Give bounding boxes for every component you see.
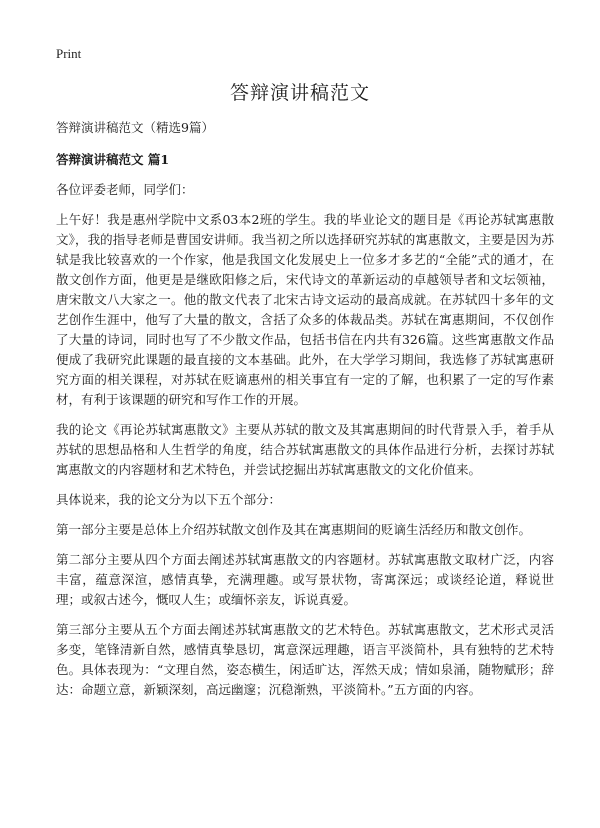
document-body	[56, 118, 554, 710]
document-subtitle: 答辩演讲稿范文（精选9篇）	[56, 120, 214, 135]
paragraph-intro: 上午好！我是惠州学院中文系03本2班的学生。我的毕业论文的题目是《再论苏轼寓惠散文》，我的指导老师是曹国安讲师。我当初之所以选择研究苏轼的寓惠散文，主要是因为苏轼是我比较喜欢的一个作家，他是我国文化发展史上一位多才多艺的“全能”式的通才，在散文创作方面，他更是是继欧阳修之后，宋代诗文的革新运动的卓越领导者和文坛领袖，唐宋散文八大家之一。他的散文代表了北宋古诗文运动的最高成就。在苏轼四十多年的文艺创作生涯中，他写了大量的散文，含括了众多的体裁品类。苏轼在寓惠期间，不仅创作了大量的诗词，同时也写了不少散文作品，包括书信在内共有326篇。这些寓惠散文作品便成了我研究此课题的最直接的文本基础。此外，在大学学习期间，我选修了苏轼寓惠研究方面的相关课程，对苏轼在贬谪惠州的相关事宜有一定的了解，也积累了一定的写作素材，有利于该课题的研究和写作工作的开展。	[56, 212, 554, 407]
paragraph-thesis: 我的论文《再论苏轼寓惠散文》主要从苏轼的散文及其寓惠期间的时代背景入手，着手从苏轼的思想品格和人生哲学的角度，结合苏轼寓惠散文的具体作品进行分析，去探讨苏轼寓惠散文的内容题材和艺术特色，并尝试挖掘出苏轼寓惠散文的文化价值来。	[56, 422, 554, 477]
print-link[interactable]: Print	[56, 46, 82, 61]
paragraph-structure: 具体说来，我的论文分为以下五个部分：	[56, 492, 282, 507]
paragraph-part-two: 第二部分主要从四个方面去阐述苏轼寓惠散文的内容题材。苏轼寓惠散文取材广泛，内容丰富，蕴意深渲，感情真挚，充满理趣。或写景状物，寄寓深远；或谈经论道，释说世理；或叙古述今，慨叹人生；或缅怀亲友，诉说真爱。	[56, 552, 554, 607]
paragraph-part-three: 第三部分主要从五个方面去阐述苏轼寓惠散文的艺术特色。苏轼寓惠散文，艺术形式灵活多变，笔锋清新自然，感情真挚恳切，寓意深远理趣，语言平淡简朴，具有独特的艺术特色。具体表现为：“文理自然，姿态横生，闲适旷达，浑然天成；情如泉涌，随物赋形；辞达：命题立意，新颖深刻，高远幽邃；沉稳渐熟，平淡简朴。”五方面的内容。	[56, 622, 554, 697]
document-title: 答辩演讲稿范文	[229, 82, 370, 104]
greeting-line: 各位评委老师，同学们：	[56, 182, 194, 197]
paragraph-part-one: 第一部分主要是总体上介绍苏轼散文创作及其在寓惠期间的贬谪生活经历和散文创作。	[56, 522, 532, 537]
section-heading: 答辩演讲稿范文 篇1	[56, 152, 170, 167]
